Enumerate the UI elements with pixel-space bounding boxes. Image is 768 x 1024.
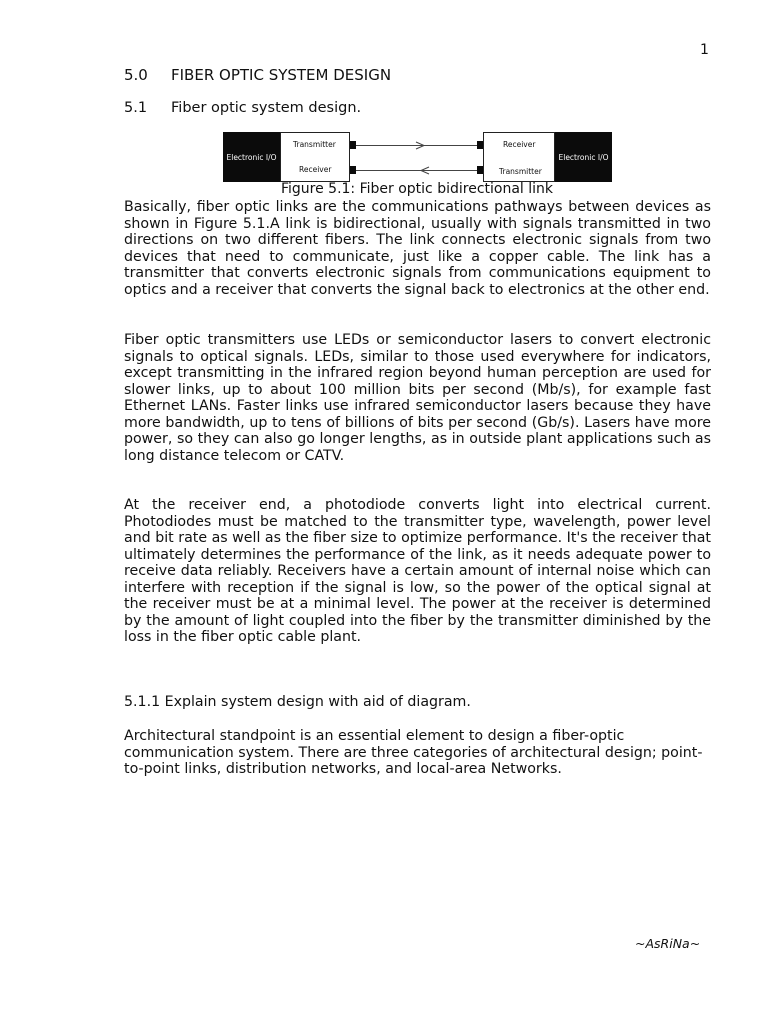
subheading-title: Fiber optic system design. — [171, 100, 362, 116]
arrow-left-icon — [420, 166, 430, 175]
figure-caption: Figure 5.1: Fiber optic bidirectional link — [280, 181, 554, 197]
subsection-511-heading: 5.1.1 Explain system design with aid of diagram. — [124, 694, 471, 710]
paragraph-receivers: At the receiver end, a photodiode converts light into electrical current. Photodiodes must be matched to the transmitter type, wavelength, power level and bit rate as well as the fiber size to optimize performance. It's the receiver that ultimately determines the performance of the link, as it needs adequate power to receive data reliably. Receivers have a certain amount of internal noise which can interfere with reception if the signal is low, so the power of the optical signal at the receiver must be at a minimal level. The power at the receiver is determined by the amount of light coupled into the fiber by the transmitter diminished by the loss in the fiber optic cable plant. — [124, 497, 711, 645]
paragraph-transmitters: Fiber optic transmitters use LEDs or semiconductor lasers to convert electronic signals to optical signals. LEDs, similar to those used everywhere for indicators, except transmitting in the infrared region beyond human perception are used for slower links, up to about 100 million bits per second (Mb/s), for example fast Ethernet LANs. Faster links use infrared semiconductor lasers because they have more bandwidth, up to tens of billions of bits per second (Gb/s). Lasers have more power, so they can also go longer lengths, as in outside plant applications such as long distance telecom or CATV. — [124, 332, 711, 464]
section-heading — [124, 66, 391, 84]
fiber-line-bottom — [356, 170, 477, 171]
subsection-heading — [124, 100, 361, 116]
page-number: 1 — [700, 42, 709, 58]
bidirectional-link-figure — [223, 132, 612, 182]
heading-number: 5.0 — [124, 66, 148, 84]
right-transmitter-label: Transmitter — [499, 167, 542, 176]
paragraph-architecture: Architectural standpoint is an essential element to design a fiber-optic communication system. There are three categories of architectural design; point-to-point links, distribution networks, and local-area Networks. — [124, 728, 703, 777]
paragraph-fiber-links: Basically, fiber optic links are the communications pathways between devices as shown in Figure 5.1.A link is bidirectional, usually with signals transmitted in two directions on two different fibers. The link connects electronic signals from two devices that need to communicate, just like a copper cable. The link has a transmitter that converts electronic signals from communications equipment to optics and a receiver that converts the signal back to electronics at the other end. — [124, 199, 711, 298]
left-transmitter-label: Transmitter — [293, 140, 336, 149]
heading-title: FIBER OPTIC SYSTEM DESIGN — [171, 66, 392, 84]
footer-signature: ~AsRiNa~ — [635, 936, 701, 951]
right-receiver-label: Receiver — [503, 140, 536, 149]
arrow-right-icon — [415, 141, 425, 150]
subheading-number: 5.1 — [124, 100, 148, 116]
left-electronic-io-box: Electronic I/O — [223, 132, 280, 182]
left-receiver-label: Receiver — [299, 165, 332, 174]
right-electronic-io-box: Electronic I/O — [555, 132, 612, 182]
